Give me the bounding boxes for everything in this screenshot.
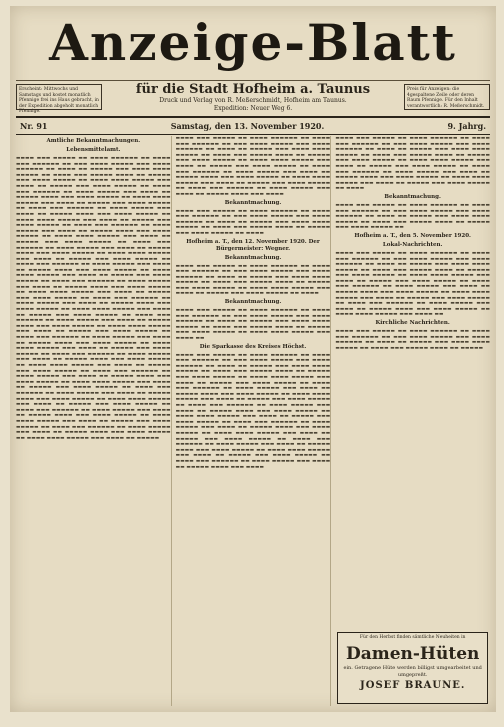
column-1 [16,136,172,706]
issue-year: 9. Jahrg. [447,121,486,131]
article-text: ▬▬▬▬ ▬▬▬ ▬▬▬▬▬ ▬▬ ▬▬▬▬ ▬▬▬▬▬▬ ▬▬ ▬▬▬▬ ▬▬▬ ▬▬▬▬▬▬ ▬▬ ▬▬▬ ▬▬▬▬ ▬▬▬▬▬ ▬▬▬ ▬▬▬▬ ▬▬▬▬▬▬ ▬▬ ▬▬▬▬ ▬▬ ▬▬▬▬▬ ▬▬▬ ▬▬▬▬ ▬▬▬▬ ▬▬▬▬▬ ▬▬ ▬▬▬▬ ▬▬▬ ▬▬▬▬▬ ▬▬▬▬ ▬▬ ▬▬▬▬▬ ▬▬▬ ▬▬▬▬ ▬▬▬▬▬ ▬▬ ▬▬▬▬ ▬▬▬▬ ▬▬▬▬▬ ▬▬▬ ▬▬▬▬ ▬▬ [175,308,331,342]
heading-notice-4: Bekanntmachung. [384,193,441,200]
heading-church-news: Kirchliche Nachrichten. [375,320,450,327]
ad-intro: Für den Herbst finden sämtliche Neuheiten in [359,635,466,640]
issue-date: Samstag, den 13. November 1920. [170,121,325,131]
dateline [16,116,490,135]
heading-savings-bank: Die Sparkasse des Kreises Höchst. [199,343,307,350]
article-text: ▬▬▬▬ ▬▬▬ ▬▬▬▬▬ ▬▬ ▬▬▬▬ ▬▬▬▬▬▬ ▬▬ ▬▬▬▬ ▬▬▬ ▬▬▬▬▬▬ ▬▬ ▬▬▬ ▬▬▬▬ ▬▬▬▬▬ ▬▬▬ ▬▬▬▬ ▬▬▬▬▬▬ ▬▬ ▬▬▬▬ ▬▬ ▬▬▬▬▬ ▬▬▬ ▬▬▬▬ ▬▬▬▬ ▬▬▬▬▬ ▬▬ ▬▬▬▬ ▬▬▬ ▬▬▬▬▬ ▬▬▬▬ ▬▬ ▬▬▬▬▬ ▬▬▬ ▬▬▬▬ ▬▬▬▬▬ ▬▬ [335,202,491,231]
subheader [110,82,396,112]
issue-number: Nr. 91 [20,121,48,131]
columns [16,136,490,706]
heading-local-news: Lokal-Nachrichten. [382,241,443,248]
article-text: ▬▬▬▬ ▬▬▬ ▬▬▬▬▬ ▬▬ ▬▬▬▬ ▬▬▬▬▬▬ ▬▬ ▬▬▬▬ ▬▬▬ ▬▬▬▬▬▬ ▬▬ ▬▬▬ ▬▬▬▬ ▬▬▬▬▬ ▬▬▬ ▬▬▬▬ ▬▬▬▬▬▬ ▬▬ ▬▬▬▬ ▬▬ ▬▬▬▬▬ ▬▬▬ ▬▬▬▬ ▬▬▬▬ ▬▬▬▬▬ ▬▬ ▬▬▬▬ ▬▬▬ ▬▬▬▬▬ ▬▬▬▬ ▬▬ ▬▬▬▬▬ ▬▬▬ ▬▬▬▬ ▬▬▬▬▬ ▬▬ ▬▬▬▬ ▬▬▬▬ ▬▬▬▬▬ ▬▬▬ ▬▬▬▬ ▬▬ ▬▬▬▬▬ ▬▬▬ ▬▬▬▬ ▬▬▬▬▬ ▬▬ ▬▬▬▬ ▬▬▬ ▬▬▬▬▬▬ ▬▬ ▬▬▬▬ ▬▬▬▬▬ ▬▬▬ ▬▬▬▬ ▬▬ ▬▬▬▬▬ ▬▬▬▬ ▬▬▬ ▬▬▬▬ ▬▬▬▬▬ ▬▬ ▬▬▬▬ ▬▬▬▬ ▬▬▬▬▬ ▬▬▬ ▬▬▬▬ ▬▬ ▬▬▬▬▬ ▬▬▬ ▬▬▬▬ ▬▬▬▬▬ ▬▬ ▬▬▬▬ [335,136,491,192]
advertisement-damen-huete [337,632,488,704]
subheader-title: für die Stadt Hofheim a. Taunus [135,82,371,97]
article-text: ▬▬▬▬ ▬▬▬ ▬▬▬▬▬ ▬▬ ▬▬▬▬ ▬▬▬▬▬▬ ▬▬ ▬▬▬▬ ▬▬▬ ▬▬▬▬▬▬ ▬▬ ▬▬▬ ▬▬▬▬ ▬▬▬▬▬ ▬▬▬ ▬▬▬▬ ▬▬▬▬▬▬ ▬▬ ▬▬▬▬ ▬▬ ▬▬▬▬▬ ▬▬▬ ▬▬▬▬ ▬▬▬▬ ▬▬▬▬▬ ▬▬ ▬▬▬▬ ▬▬▬ ▬▬▬▬▬ ▬▬▬▬ ▬▬ ▬▬▬▬▬ [335,329,491,351]
heading-notice-1: Bekanntmachung. [224,199,282,206]
signature-line-2: Hofheim a. T., den 5. November 1920. [354,232,471,239]
article-text: ▬▬▬▬ ▬▬▬ ▬▬▬▬▬ ▬▬ ▬▬▬▬ ▬▬▬▬▬▬ ▬▬ ▬▬▬▬ ▬▬▬ ▬▬▬▬▬▬ ▬▬ ▬▬▬ ▬▬▬▬ ▬▬▬▬▬ ▬▬▬ ▬▬▬▬ ▬▬▬▬▬▬ ▬▬ ▬▬▬▬ ▬▬ ▬▬▬▬▬ ▬▬▬ ▬▬▬▬ ▬▬▬▬ ▬▬▬▬▬ ▬▬ ▬▬▬▬ ▬▬▬ ▬▬▬▬▬ ▬▬▬▬ ▬▬ ▬▬▬▬▬ ▬▬▬ ▬▬▬▬ ▬▬▬▬▬ ▬▬ ▬▬▬▬ [175,208,331,236]
printing-info: Druck und Verlag von R. Meßerschmidt, Hofheim am Taunus. [159,97,347,104]
article-text: ▬▬▬▬ ▬▬▬ ▬▬▬▬▬ ▬▬ ▬▬▬▬ ▬▬▬▬▬▬ ▬▬ ▬▬▬▬ ▬▬▬ ▬▬▬▬▬▬ ▬▬ ▬▬▬ ▬▬▬▬ ▬▬▬▬▬ ▬▬▬ ▬▬▬▬ ▬▬▬▬▬▬ ▬▬ ▬▬▬▬ ▬▬ ▬▬▬▬▬ ▬▬▬ ▬▬▬▬ ▬▬▬▬ ▬▬▬▬▬ ▬▬ ▬▬▬▬ ▬▬▬ ▬▬▬▬▬ ▬▬▬▬ ▬▬ ▬▬▬▬▬ ▬▬▬ ▬▬▬▬ ▬▬▬▬▬ ▬▬ ▬▬▬▬ ▬▬▬▬ ▬▬▬▬▬ ▬▬▬ ▬▬▬▬ ▬▬ ▬▬▬▬▬ ▬▬▬ ▬▬▬▬ ▬▬▬▬▬ ▬▬ ▬▬▬▬ ▬▬▬ ▬▬▬▬▬▬ ▬▬ ▬▬▬▬ ▬▬▬▬▬ ▬▬▬ ▬▬▬▬ ▬▬ ▬▬▬▬▬ ▬▬▬▬ ▬▬▬ ▬▬▬▬ ▬▬▬▬▬ ▬▬ ▬▬▬▬ ▬▬▬▬ ▬▬▬▬▬ ▬▬▬ ▬▬▬▬ ▬▬ ▬▬▬▬▬ ▬▬▬ ▬▬▬▬ ▬▬▬▬▬ ▬▬ ▬▬▬▬ ▬▬▬ ▬▬▬▬▬▬ ▬▬ ▬▬▬▬ ▬▬▬▬▬ ▬▬▬ ▬▬▬▬ ▬▬ ▬▬▬▬▬ ▬▬▬▬ ▬▬▬ ▬▬▬▬ ▬▬▬▬▬ ▬▬ ▬▬▬▬ ▬▬▬▬ ▬▬▬▬▬ ▬▬▬ ▬▬▬▬ ▬▬ ▬▬▬▬▬ ▬▬▬ ▬▬▬▬ ▬▬▬▬▬ ▬▬ ▬▬▬▬ ▬▬▬ ▬▬▬▬▬▬ ▬▬ ▬▬▬▬ ▬▬▬▬▬ ▬▬▬ ▬▬▬▬ ▬▬ ▬▬▬▬▬ ▬▬▬▬ ▬▬▬ ▬▬▬▬ ▬▬▬▬▬ ▬▬ ▬▬▬▬ ▬▬▬▬ ▬▬▬▬▬ ▬▬▬ ▬▬▬▬ ▬▬ ▬▬▬▬▬ ▬▬▬ ▬▬▬▬ ▬▬▬▬▬ ▬▬ ▬▬▬▬ ▬▬▬ ▬▬▬▬▬▬ ▬▬ ▬▬▬▬ ▬▬▬▬▬ ▬▬▬ ▬▬▬▬ ▬▬ ▬▬▬▬▬ ▬▬▬▬ ▬▬▬ ▬▬▬▬ ▬▬▬▬▬ ▬▬ ▬▬▬▬ ▬▬▬▬ ▬▬▬▬▬ ▬▬▬ ▬▬▬▬ ▬▬ ▬▬▬▬▬ ▬▬▬ ▬▬▬▬ ▬▬▬▬▬ ▬▬ ▬▬▬▬ ▬▬▬ ▬▬▬▬▬▬ ▬▬ ▬▬▬▬ ▬▬▬▬▬ ▬▬▬ ▬▬▬▬ ▬▬ ▬▬▬▬▬ ▬▬▬▬ ▬▬▬ ▬▬▬▬ ▬▬▬▬▬ ▬▬ ▬▬▬▬ ▬▬▬▬ ▬▬▬▬▬ ▬▬▬ ▬▬▬▬ ▬▬ ▬▬▬▬▬ ▬▬▬ ▬▬▬▬ ▬▬▬▬▬ ▬▬ ▬▬▬▬ ▬▬▬ ▬▬▬▬▬▬ ▬▬ ▬▬▬▬ ▬▬▬▬▬ ▬▬▬ ▬▬▬▬ ▬▬ ▬▬▬▬▬ ▬▬▬▬ ▬▬▬ ▬▬▬▬ ▬▬▬▬▬ ▬▬ ▬▬▬▬ ▬▬▬▬ ▬▬▬▬▬ ▬▬▬ ▬▬▬▬ ▬▬ ▬▬▬▬▬ ▬▬▬ ▬▬▬▬ ▬▬▬▬▬ ▬▬ ▬▬▬▬ ▬▬▬ ▬▬▬▬▬▬ ▬▬ ▬▬▬▬ ▬▬▬▬▬ ▬▬▬ ▬▬▬▬ ▬▬ ▬▬▬▬▬ ▬▬▬▬ ▬▬▬ ▬▬▬▬ ▬▬▬▬▬ ▬▬ ▬▬▬▬ ▬▬▬▬ ▬▬▬▬▬ ▬▬▬ ▬▬▬▬ ▬▬ ▬▬▬▬▬ ▬▬▬ ▬▬▬▬ ▬▬▬▬▬ ▬▬ ▬▬▬▬ ▬▬▬ ▬▬▬▬▬▬ ▬▬ ▬▬▬▬ ▬▬▬▬▬ ▬▬▬ ▬▬▬▬ ▬▬ ▬▬▬▬▬ ▬▬▬▬ ▬▬▬ ▬▬▬▬ ▬▬▬▬▬ ▬▬ ▬▬▬▬ ▬▬▬▬ ▬▬▬▬▬ ▬▬▬ ▬▬▬▬ ▬▬ ▬▬▬▬▬ ▬▬▬ ▬▬▬▬ ▬▬▬▬▬ ▬▬ ▬▬▬▬ ▬▬▬ ▬▬▬▬▬▬ ▬▬ ▬▬▬▬ ▬▬▬▬▬ ▬▬▬ ▬▬▬▬ ▬▬ ▬▬▬▬▬ ▬▬▬▬ ▬▬▬ ▬▬▬▬ ▬▬▬▬▬ ▬▬ ▬▬▬▬ ▬▬▬▬ ▬▬▬▬▬ ▬▬▬ ▬▬▬▬ ▬▬ ▬▬▬▬▬ ▬▬▬ ▬▬▬▬ ▬▬▬▬▬ ▬▬ ▬▬▬▬ ▬▬▬ ▬▬▬▬▬▬ ▬▬ ▬▬▬▬ ▬▬▬▬▬ ▬▬▬ ▬▬▬▬ ▬▬ ▬▬▬▬▬ ▬▬▬▬ ▬▬▬ ▬▬▬▬ ▬▬▬▬▬ ▬▬ ▬▬▬▬ ▬▬▬▬ ▬▬▬▬▬ ▬▬▬ ▬▬▬▬ ▬▬ ▬▬▬▬▬ ▬▬▬ ▬▬▬▬ ▬▬▬▬▬ ▬▬ ▬▬▬▬ ▬▬▬ ▬▬▬▬▬▬ ▬▬ ▬▬▬▬ ▬▬▬▬▬ ▬▬▬ ▬▬▬▬ ▬▬ ▬▬▬▬▬ ▬▬▬▬ ▬▬▬ ▬▬▬▬ ▬▬▬▬▬ ▬▬ ▬▬▬▬ ▬▬▬▬ ▬▬▬▬▬ ▬▬▬ ▬▬▬▬ ▬▬ ▬▬▬▬▬ ▬▬▬ ▬▬▬▬ ▬▬▬▬▬ ▬▬ ▬▬▬▬ ▬▬▬ ▬▬▬▬▬▬ ▬▬ ▬▬▬▬ ▬▬▬▬▬ ▬▬▬ ▬▬▬▬ ▬▬ ▬▬▬▬▬ ▬▬▬▬ ▬▬▬ ▬▬▬▬ ▬▬▬▬▬ ▬▬ ▬▬▬▬ ▬▬▬▬ ▬▬▬▬▬ ▬▬▬ ▬▬▬▬ ▬▬ ▬▬▬▬▬ ▬▬▬ ▬▬▬▬ ▬▬▬▬▬ ▬▬ ▬▬▬▬ ▬▬▬ ▬▬▬▬▬▬ ▬▬ ▬▬▬▬ ▬▬▬▬▬ ▬▬▬ ▬▬▬▬ ▬▬ ▬▬▬▬▬ ▬▬▬▬ ▬▬▬ ▬▬▬▬ ▬▬▬▬▬ ▬▬ ▬▬▬▬ ▬▬▬▬ ▬▬▬▬▬ ▬▬▬ ▬▬▬▬ ▬▬ ▬▬▬▬▬ ▬▬▬ ▬▬▬▬ ▬▬▬▬▬ ▬▬ ▬▬▬▬ ▬▬▬ ▬▬▬▬▬▬ ▬▬ ▬▬▬▬ ▬▬▬▬▬ ▬▬▬ ▬▬▬▬ ▬▬ ▬▬▬▬▬ ▬▬▬▬ ▬▬▬ ▬▬▬▬ ▬▬▬▬▬ ▬▬ ▬▬▬▬ ▬▬▬▬ ▬▬▬▬▬ ▬▬▬ ▬▬▬▬ ▬▬ ▬▬▬▬▬ [16,156,171,441]
newspaper-page [10,6,496,712]
signature-line: Hofheim a. T., den 12. November 1920. Der Bürgermeister: Wegner. [186,238,320,252]
ad-note: ein. Getragene Hüte werden billigst umgearbeitet und umgepreßt. [343,665,482,678]
ad-title: Damen-Hüten [345,644,480,664]
article-text: ▬▬▬▬ ▬▬▬ ▬▬▬▬▬ ▬▬ ▬▬▬▬ ▬▬▬▬▬▬ ▬▬ ▬▬▬▬ ▬▬▬ ▬▬▬▬▬▬ ▬▬ ▬▬▬ ▬▬▬▬ ▬▬▬▬▬ ▬▬▬ ▬▬▬▬ ▬▬▬▬▬▬ ▬▬ ▬▬▬▬ ▬▬ ▬▬▬▬▬ ▬▬▬ ▬▬▬▬ ▬▬▬▬ ▬▬▬▬▬ ▬▬ ▬▬▬▬ ▬▬▬ ▬▬▬▬▬ ▬▬▬▬ ▬▬ ▬▬▬▬▬ ▬▬▬ ▬▬▬▬ ▬▬▬▬▬ ▬▬ ▬▬▬▬ ▬▬▬▬ ▬▬▬▬▬ ▬▬▬ ▬▬▬▬ ▬▬ ▬▬▬▬▬ ▬▬▬ ▬▬▬▬ ▬▬▬▬▬ ▬▬ ▬▬▬▬ ▬▬▬ ▬▬▬▬▬▬ ▬▬ ▬▬▬▬ ▬▬▬▬▬ ▬▬▬ ▬▬▬▬ ▬▬ ▬▬▬▬▬ ▬▬▬▬ ▬▬▬ ▬▬▬▬ ▬▬▬▬▬ ▬▬ ▬▬▬▬ ▬▬▬▬ ▬▬▬▬▬ ▬▬▬ ▬▬▬▬ ▬▬ ▬▬▬▬▬ ▬▬▬ ▬▬▬▬ ▬▬▬▬▬ ▬▬ ▬▬▬▬ ▬▬▬ ▬▬▬▬▬▬ ▬▬ ▬▬▬▬ ▬▬▬▬▬ ▬▬▬ ▬▬▬▬ ▬▬ ▬▬▬▬▬ ▬▬▬▬ ▬▬▬ ▬▬▬▬ ▬▬▬▬▬ ▬▬ ▬▬▬▬ ▬▬▬▬ ▬▬▬▬▬ ▬▬▬ ▬▬▬▬ ▬▬ ▬▬▬▬▬ ▬▬▬ ▬▬▬▬ ▬▬▬▬▬ ▬▬ ▬▬▬▬ ▬▬▬ ▬▬▬▬▬▬ ▬▬ ▬▬▬▬ ▬▬▬▬▬ ▬▬▬ ▬▬▬▬ ▬▬ ▬▬▬▬▬ ▬▬▬▬ ▬▬▬ ▬▬▬▬ ▬▬▬▬▬ ▬▬ ▬▬▬▬ ▬▬▬▬ ▬▬▬▬▬ ▬▬▬ ▬▬▬▬ ▬▬ ▬▬▬▬▬ ▬▬▬ ▬▬▬▬ ▬▬▬▬▬ ▬▬ ▬▬▬▬ ▬▬▬ ▬▬▬▬▬▬ ▬▬ ▬▬▬▬ ▬▬▬▬▬ ▬▬▬ ▬▬▬▬ ▬▬ ▬▬▬▬▬ ▬▬▬▬ ▬▬▬ ▬▬▬▬ ▬▬▬▬▬ ▬▬ ▬▬▬▬ ▬▬▬▬ ▬▬▬▬▬ ▬▬▬ ▬▬▬▬ ▬▬ ▬▬▬▬▬ ▬▬▬ ▬▬▬▬ ▬▬▬▬▬ ▬▬ ▬▬▬▬ ▬▬▬ ▬▬▬▬▬▬ ▬▬ ▬▬▬▬ ▬▬▬▬▬ ▬▬▬ ▬▬▬▬ ▬▬ ▬▬▬▬▬ ▬▬▬▬ ▬▬▬ ▬▬▬▬ [175,352,331,470]
heading-official-notices: Amtliche Bekanntmachungen. [46,138,141,144]
column-3 [335,136,490,706]
article-text: ▬▬▬▬ ▬▬▬ ▬▬▬▬▬ ▬▬ ▬▬▬▬ ▬▬▬▬▬▬ ▬▬ ▬▬▬▬ ▬▬▬ ▬▬▬▬▬▬ ▬▬ ▬▬▬ ▬▬▬▬ ▬▬▬▬▬ ▬▬▬ ▬▬▬▬ ▬▬▬▬▬▬ ▬▬ ▬▬▬▬ ▬▬ ▬▬▬▬▬ ▬▬▬ ▬▬▬▬ ▬▬▬▬ ▬▬▬▬▬ ▬▬ ▬▬▬▬ ▬▬▬ ▬▬▬▬▬ ▬▬▬▬ ▬▬ ▬▬▬▬▬ ▬▬▬ ▬▬▬▬ ▬▬▬▬▬ ▬▬ ▬▬▬▬ ▬▬▬▬ ▬▬▬▬▬ ▬▬▬ ▬▬▬▬ ▬▬ ▬▬▬▬▬ ▬▬▬ ▬▬▬▬ ▬▬▬▬▬ ▬▬ ▬▬▬▬ ▬▬▬ ▬▬▬▬▬▬ ▬▬ ▬▬▬▬ ▬▬▬▬▬ ▬▬▬ ▬▬▬▬ ▬▬ ▬▬▬▬▬ ▬▬▬▬ ▬▬▬ ▬▬▬▬ ▬▬▬▬▬ ▬▬ ▬▬▬▬ ▬▬▬▬ ▬▬▬▬▬ ▬▬▬ ▬▬▬▬ ▬▬ ▬▬▬▬▬ ▬▬▬ ▬▬▬▬ ▬▬▬▬▬ ▬▬ ▬▬▬▬ ▬▬▬ ▬▬▬▬▬▬ ▬▬ ▬▬▬▬ ▬▬▬▬▬ ▬▬▬ ▬▬▬▬ ▬▬ ▬▬▬▬▬ ▬▬▬▬ ▬▬▬ ▬▬▬▬ [175,136,331,197]
heading-notice-2: Bekanntmachung. [224,254,282,261]
article-text: ▬▬▬▬ ▬▬▬ ▬▬▬▬▬ ▬▬ ▬▬▬▬ ▬▬▬▬▬▬ ▬▬ ▬▬▬▬ ▬▬▬ ▬▬▬▬▬▬ ▬▬ ▬▬▬ ▬▬▬▬ ▬▬▬▬▬ ▬▬▬ ▬▬▬▬ ▬▬▬▬▬▬ ▬▬ ▬▬▬▬ ▬▬ ▬▬▬▬▬ ▬▬▬ ▬▬▬▬ ▬▬▬▬ ▬▬▬▬▬ ▬▬ ▬▬▬▬ ▬▬▬ ▬▬▬▬▬ ▬▬▬▬ ▬▬ ▬▬▬▬▬ ▬▬▬ ▬▬▬▬ ▬▬▬▬▬ ▬▬ ▬▬▬▬ ▬▬▬▬ ▬▬▬▬▬ ▬▬▬ ▬▬▬▬ ▬▬ ▬▬▬▬▬ ▬▬▬ ▬▬▬▬ ▬▬▬▬▬ ▬▬ ▬▬▬▬ ▬▬▬ ▬▬▬▬▬▬ ▬▬ ▬▬▬▬ ▬▬▬▬▬ ▬▬▬ ▬▬▬▬ ▬▬ ▬▬▬▬▬ ▬▬▬▬ ▬▬▬ ▬▬▬▬ ▬▬▬▬▬ ▬▬ ▬▬▬▬ ▬▬▬▬ ▬▬▬▬▬ ▬▬▬ ▬▬▬▬ ▬▬ ▬▬▬▬▬ ▬▬▬ ▬▬▬▬ ▬▬▬▬▬ ▬▬ ▬▬▬▬ ▬▬▬ ▬▬▬▬▬▬ ▬▬ ▬▬▬▬ ▬▬▬▬▬ ▬▬▬ ▬▬▬▬ ▬▬ ▬▬▬▬▬ ▬▬▬▬ ▬▬▬ ▬▬▬▬ ▬▬▬▬▬ ▬▬ ▬▬▬▬ ▬▬▬▬ ▬▬▬▬▬ ▬▬▬ ▬▬▬▬ ▬▬ [335,250,491,318]
heading-notice-3: Bekanntmachung. [224,299,282,306]
subscription-box: Erscheint: Mittwochs und Samstags und kostet monatlich Pfennige frei ins Haus gebracht, in der Expedition abgeholt monatlich Pfennige. [16,84,102,110]
article-text: ▬▬▬▬ ▬▬▬ ▬▬▬▬▬ ▬▬ ▬▬▬▬ ▬▬▬▬▬▬ ▬▬ ▬▬▬▬ ▬▬▬ ▬▬▬▬▬▬ ▬▬ ▬▬▬ ▬▬▬▬ ▬▬▬▬▬ ▬▬▬ ▬▬▬▬ ▬▬▬▬▬▬ ▬▬ ▬▬▬▬ ▬▬ ▬▬▬▬▬ ▬▬▬ ▬▬▬▬ ▬▬▬▬ ▬▬▬▬▬ ▬▬ ▬▬▬▬ ▬▬▬ ▬▬▬▬▬ ▬▬▬▬ ▬▬ ▬▬▬▬▬ ▬▬▬ ▬▬▬▬ ▬▬▬▬▬ ▬▬ ▬▬▬▬ ▬▬▬▬ ▬▬▬▬▬ ▬▬▬ ▬▬▬▬ ▬▬ ▬▬▬▬▬ ▬▬▬ ▬▬▬▬ ▬▬▬▬▬ ▬▬ ▬▬▬▬ [175,263,331,297]
ad-merchant: JOSEF BRAUNE. [360,680,466,691]
column-2 [176,136,332,706]
ad-price-box: Preis für Anzeigen: die 4gespaltene Zeile oder deren Raum Pfennige. Für den Inhalt verantwortlich: R. Meßerschmidt. [404,84,490,110]
heading-food-office: Lebensmittelamt. [66,147,121,153]
expedition-info: Expedition: Neuer Weg 6. [213,105,293,112]
masthead-title: Anzeige-Blatt [16,10,490,81]
